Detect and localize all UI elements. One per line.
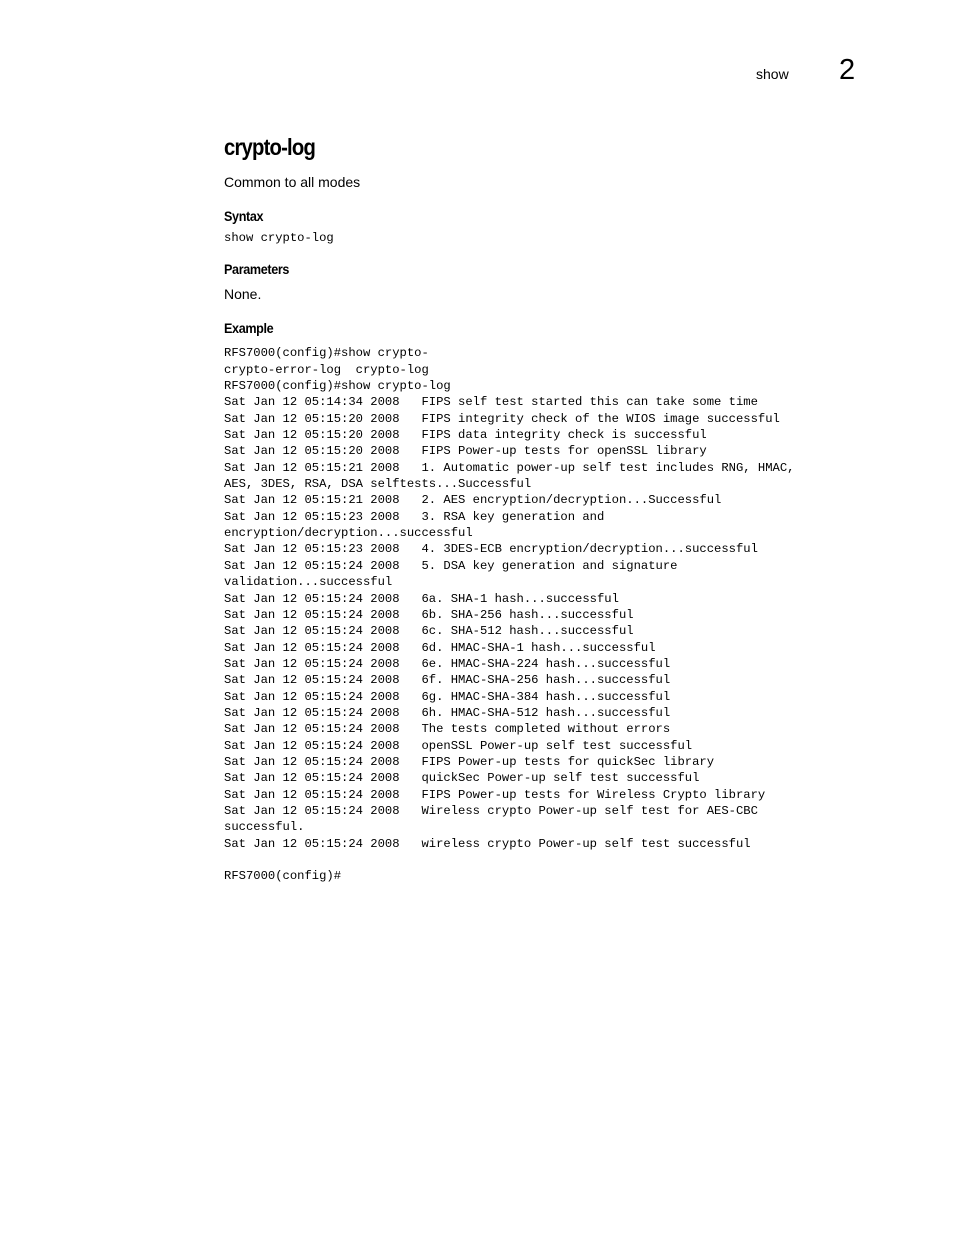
syntax-command: show crypto-log [224,231,334,245]
example-heading: Example [224,320,274,337]
command-modes: Common to all modes [224,174,361,190]
parameters-text: None. [224,286,262,303]
parameters-heading: Parameters [224,261,290,278]
page-title: crypto-log [224,134,316,160]
example-code-block: RFS7000(config)#show crypto- crypto-error-log crypto-log RFS7000(config)#show crypto-log Sat Jan 12 05:14:34 2008 FIPS self test started this can take some time Sat Jan 12 05:15:20 2008 FIPS integrity check of the WIOS image successful Sat Jan 12 05:15:20 2008 FIPS data integrity check is successful Sat Jan 12 05:15:20 2008 FIPS Power-up tests for openSSL library Sat Jan 12 05:15:21 2008 1. Automatic power-up self test includes RNG, HMAC, AES, 3DES, RSA, DSA selftests...Successful Sat Jan 12 05:15:21 2008 2. AES encryption/decryption...Successful Sat Jan 12 05:15:23 2008 3. RSA key generation and encryption/decryption...successful Sat Jan 12 05:15:23 2008 4. 3DES-ECB encryption/decryption...successful Sat Jan 12 05:15:24 2008 5. DSA key generation and signature validation...successful Sat Jan 12 05:15:24 2008 6a. SHA-1 hash...successful Sat Jan 12 05:15:24 2008 6b. SHA-256 hash...successful Sat Jan 12 05:15:24 2008 6c. SHA-512 hash...successful Sat Jan 12 05:15:24 2008 6d. HMAC-SHA-1 hash...successful Sat Jan 12 05:15:24 2008 6e. HMAC-SHA-224 hash...successful Sat Jan 12 05:15:24 2008 6f. HMAC-SHA-256 hash...successful Sat Jan 12 05:15:24 2008 6g. HMAC-SHA-384 hash...successful Sat Jan 12 05:15:24 2008 6h. HMAC-SHA-512 hash...successful Sat Jan 12 05:15:24 2008 The tests completed without errors Sat Jan 12 05:15:24 2008 openSSL Power-up self test successful Sat Jan 12 05:15:24 2008 FIPS Power-up tests for quickSec library Sat Jan 12 05:15:24 2008 quickSec Power-up self test successful Sat Jan 12 05:15:24 2008 FIPS Power-up tests for Wireless Crypto library Sat Jan 12 05:15:24 2008 Wireless crypto Power-up self test for AES-CBC successful. Sat Jan 12 05:15:24 2008 wireless crypto Power-up self test successful RFS7000(config)# [224,346,795,884]
chapter-number: 2 [839,54,856,86]
document-body [224,132,904,885]
running-header-section: show [756,66,789,82]
syntax-heading: Syntax [224,208,264,224]
